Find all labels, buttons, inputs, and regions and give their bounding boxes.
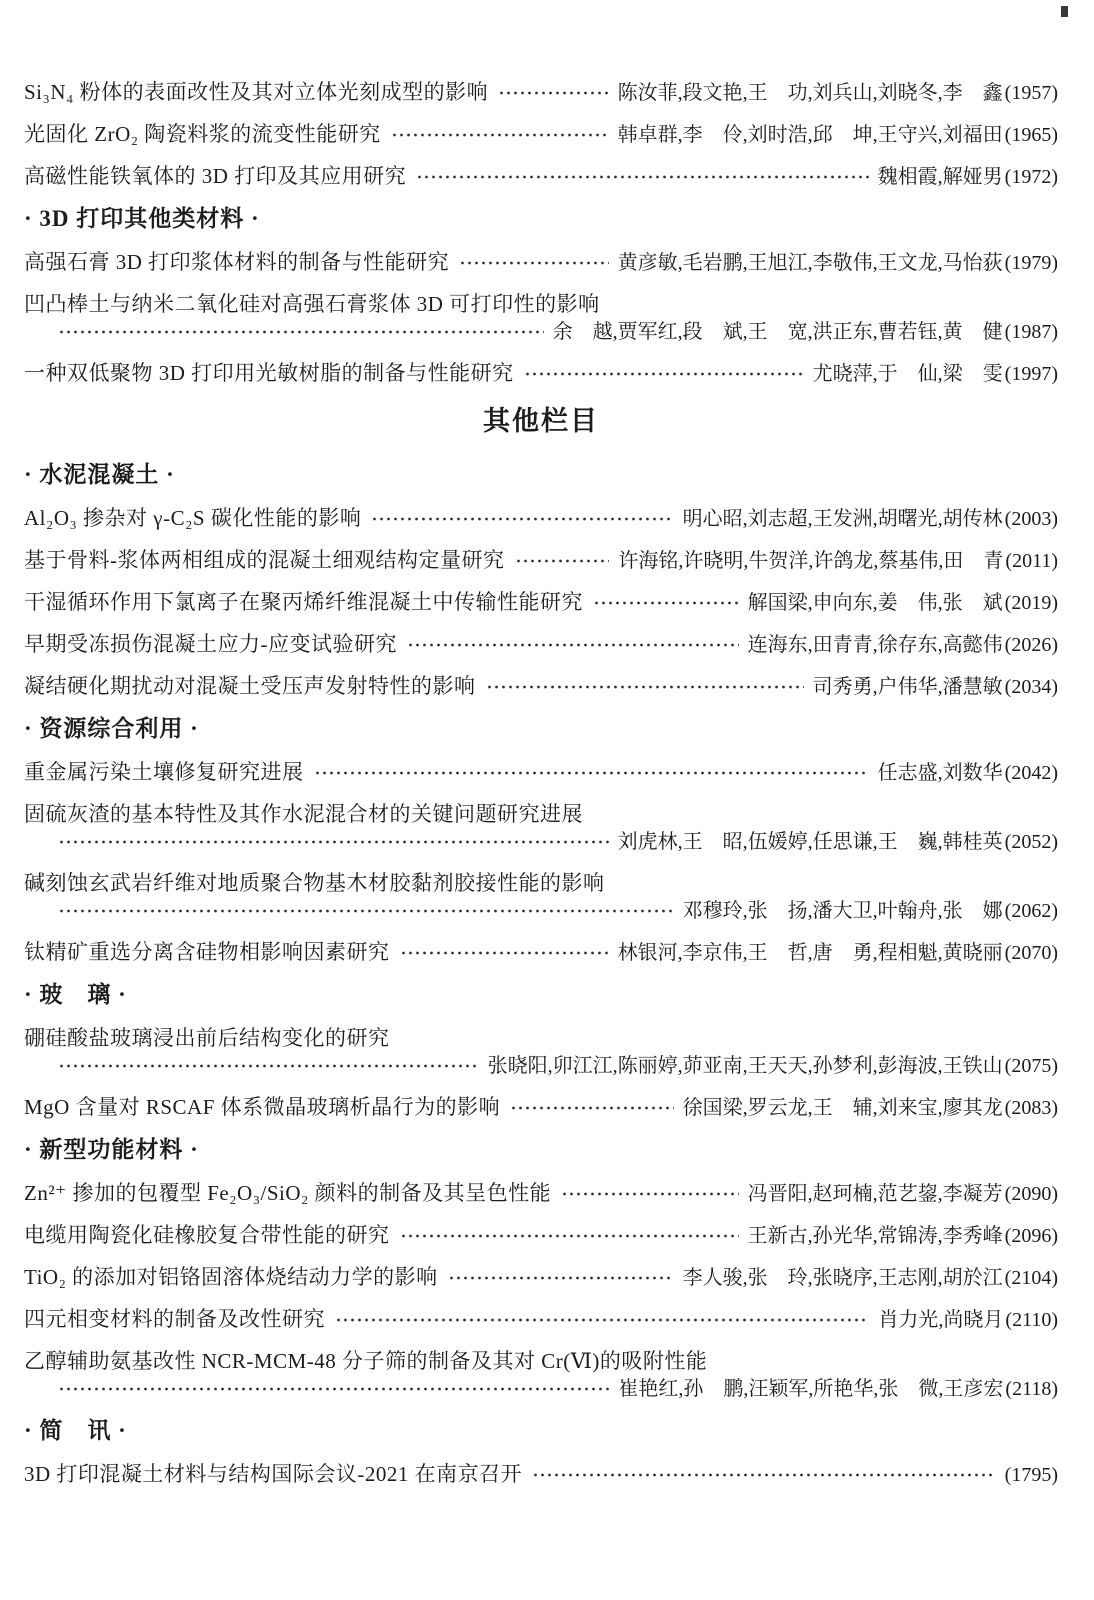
page-heading: 其他栏目 [483,406,599,436]
entry-page-number: (2019) [1004,592,1058,614]
entry-page-number: (2034) [1004,676,1058,698]
entry-row [24,248,1058,277]
entry-authors-line [24,318,1058,346]
entry-authors-line [24,828,1058,856]
entry-page-number: (2096) [1004,1225,1058,1247]
dot-leader [498,83,609,103]
entry-authors: 任志盛,刘数华 [877,762,1003,784]
entry-title: 光固化 ZrO₂ 陶瓷料浆的流变性能研究 [24,122,381,146]
entry-title: MgO 含量对 RSCAF 体系微晶玻璃析晶行为的影响 [24,1095,501,1119]
section-row [24,204,1058,234]
entry-page-number: (2083) [1004,1097,1058,1119]
entry-title: Si₃N₄ 粉体的表面改性及其对立体光刻成型的影响 [24,80,489,104]
entry-authors: 连海东,田青青,徐存东,高懿伟 [747,634,1003,656]
entry-authors: 韩卓群,李 伶,刘时浩,邱 坤,王守兴,刘福田 [617,124,1003,146]
entry-row [24,630,1058,659]
entry-title: 干湿循环作用下氯离子在聚丙烯纤维混凝土中传输性能研究 [24,590,583,614]
dot-leader [391,125,609,145]
entry-row [24,869,1058,925]
entry-page-number: (2003) [1004,508,1058,530]
entry-page-number: (2042) [1004,762,1058,784]
entry-page-number: (1979) [1004,252,1058,274]
entry-title: 重金属污染土壤修复研究进展 [24,760,304,784]
entry-title: 碱刻蚀玄武岩纤维对地质聚合物基木材胶黏剂胶接性能的影响 [24,871,605,895]
entry-page-number: (2052) [1004,831,1058,853]
entry-title: 高强石膏 3D 打印浆体材料的制备与性能研究 [24,250,450,274]
dot-leader [58,901,674,921]
entry-page-number: (1795) [1004,1464,1058,1486]
entry-page-number: (1987) [1004,321,1058,343]
entry-authors: 李人骏,张 玲,张晓序,王志刚,胡於江 [682,1267,1003,1289]
entry-authors: 崔艳红,孙 鹏,汪颖军,所艳华,张 微,王彦宏 [618,1378,1004,1400]
entry-title: 3D 打印混凝土材料与结构国际会议-2021 在南京召开 [24,1462,523,1486]
entry-title: 凝结硬化期扰动对混凝土受压声发射特性的影响 [24,674,476,698]
entry-authors: 刘虎林,王 昭,伍媛婷,任思谦,王 巍,韩桂英 [617,831,1003,853]
entry-title: Zn²⁺ 掺加的包覆型 Fe₂O₃/SiO₂ 颜料的制备及其呈色性能 [24,1181,552,1205]
dot-leader [524,364,804,384]
entry-authors: 邓穆玲,张 扬,潘大卫,叶翰舟,张 娜 [682,900,1003,922]
entry-authors: 肖力光,尚晓月 [878,1309,1004,1331]
section-label: · 资源综合利用 · [24,716,199,741]
entry-title: Al₂O₃ 掺杂对 γ-C₂S 碳化性能的影响 [24,506,362,530]
dot-leader [371,509,673,529]
section-row [24,980,1058,1010]
entry-title: TiO₂ 的添加对铝铬固溶体烧结动力学的影响 [24,1265,438,1289]
dot-leader [58,1056,479,1076]
entry-authors: 解国梁,申向东,姜 伟,张 斌 [747,592,1003,614]
entry-row [24,546,1058,575]
entry-authors: 冯晋阳,赵珂楠,范艺鋆,李凝芳 [747,1183,1003,1205]
dot-leader [58,1379,609,1399]
toc-list [24,78,1058,1489]
dot-leader [561,1184,739,1204]
section-label: · 玻 璃 · [24,982,127,1007]
entry-row [24,758,1058,787]
dot-leader [400,1226,739,1246]
entry-page-number: (2062) [1004,900,1058,922]
entry-row [24,78,1058,107]
section-label: · 水泥混凝土 · [24,462,175,487]
dot-leader [532,1465,994,1485]
entry-title: 硼硅酸盐玻璃浸出前后结构变化的研究 [24,1026,390,1050]
dot-leader [515,551,610,571]
entry-authors: 司秀勇,户伟华,潘慧敏 [812,676,1003,698]
dot-leader [448,1268,674,1288]
dot-leader [400,943,609,963]
dot-leader [58,322,544,342]
dot-leader [459,253,609,273]
entry-row [24,1024,1058,1080]
entry-authors-line [24,1375,1058,1403]
entry-title: 基于骨料-浆体两相组成的混凝土细观结构定量研究 [24,548,505,572]
section-row [24,1135,1058,1165]
entry-title: 四元相变材料的制备及改性研究 [24,1307,325,1331]
dot-leader [486,677,804,697]
entry-row [24,800,1058,856]
entry-authors-line [24,1052,1058,1080]
entry-authors: 许海铭,许晓明,牛贺洋,许鸽龙,蔡基伟,田 青 [618,550,1004,572]
entry-title: 乙醇辅助氨基改性 NCR-MCM-48 分子筛的制备及其对 Cr(Ⅵ)的吸附性能 [24,1349,708,1373]
entry-authors: 尤晓萍,于 仙,梁 雯 [812,363,1003,385]
entry-authors: 陈汝菲,段文艳,王 功,刘兵山,刘晓冬,李 鑫 [617,82,1003,104]
entry-page-number: (2011) [1005,550,1058,572]
section-row [24,714,1058,744]
dot-leader [593,593,739,613]
entry-row [24,1460,1058,1489]
entry-title: 电缆用陶瓷化硅橡胶复合带性能的研究 [24,1223,390,1247]
entry-row [24,1179,1058,1208]
entry-title: 高磁性能铁氧体的 3D 打印及其应用研究 [24,164,407,188]
section-label: · 新型功能材料 · [24,1137,199,1162]
entry-row [24,1093,1058,1122]
entry-row [24,672,1058,701]
entry-authors: 张晓阳,卯江江,陈丽婷,茆亚南,王天天,孙梦利,彭海波,王铁山 [487,1055,1003,1077]
dot-leader [416,167,869,187]
scan-artifact-mark [1061,6,1068,17]
dot-leader [335,1310,869,1330]
entry-authors: 明心昭,刘志超,王发洲,胡曙光,胡传林 [682,508,1003,530]
entry-title: 固硫灰渣的基本特性及其作水泥混合材的关键问题研究进展 [24,802,583,826]
section-row [24,1416,1058,1446]
entry-page-number: (1972) [1004,166,1058,188]
entry-page-number: (2118) [1005,1378,1058,1400]
entry-authors-line [24,897,1058,925]
entry-page-number: (2070) [1004,942,1058,964]
entry-row [24,588,1058,617]
dot-leader [510,1098,674,1118]
entry-authors: 王新古,孙光华,常锦涛,李秀峰 [747,1225,1003,1247]
entry-page-number: (1997) [1004,363,1058,385]
entry-page-number: (1965) [1004,124,1058,146]
entry-row [24,938,1058,967]
entry-authors: 徐国梁,罗云龙,王 辅,刘来宝,廖其龙 [682,1097,1003,1119]
entry-row [24,120,1058,149]
section-label: · 3D 打印其他类材料 · [24,206,260,231]
entry-row [24,1263,1058,1292]
section-label: · 简 讯 · [24,1418,127,1443]
entry-page-number: (2075) [1004,1055,1058,1077]
entry-title: 钛精矿重选分离含硅物相影响因素研究 [24,940,390,964]
entry-row [24,290,1058,346]
entry-row [24,1221,1058,1250]
entry-page-number: (2104) [1004,1267,1058,1289]
entry-authors: 林银河,李京伟,王 哲,唐 勇,程相魁,黄晓丽 [617,942,1003,964]
dot-leader [58,832,609,852]
entry-authors: 余 越,贾军红,段 斌,王 宽,洪正东,曹若钰,黄 健 [552,321,1003,343]
entry-page-number: (2026) [1004,634,1058,656]
entry-title: 凹凸棒土与纳米二氧化硅对高强石膏浆体 3D 可打印性的影响 [24,292,600,316]
entry-title: 一种双低聚物 3D 打印用光敏树脂的制备与性能研究 [24,361,514,385]
entry-row [24,359,1058,388]
entry-title: 早期受冻损伤混凝土应力-应变试验研究 [24,632,397,656]
entry-page-number: (2090) [1004,1183,1058,1205]
entry-authors: 黄彦敏,毛岩鹏,王旭江,李敬伟,王文龙,马怡荻 [617,252,1003,274]
dot-leader [314,763,869,783]
section-row [24,460,1058,490]
entry-authors: 魏相霞,解娅男 [877,166,1003,188]
dot-leader [407,635,739,655]
entry-page-number: (2110) [1005,1309,1058,1331]
entry-row [24,504,1058,533]
entry-page-number: (1957) [1004,82,1058,104]
entry-row [24,162,1058,191]
entry-row [24,1305,1058,1334]
entry-row [24,1347,1058,1403]
